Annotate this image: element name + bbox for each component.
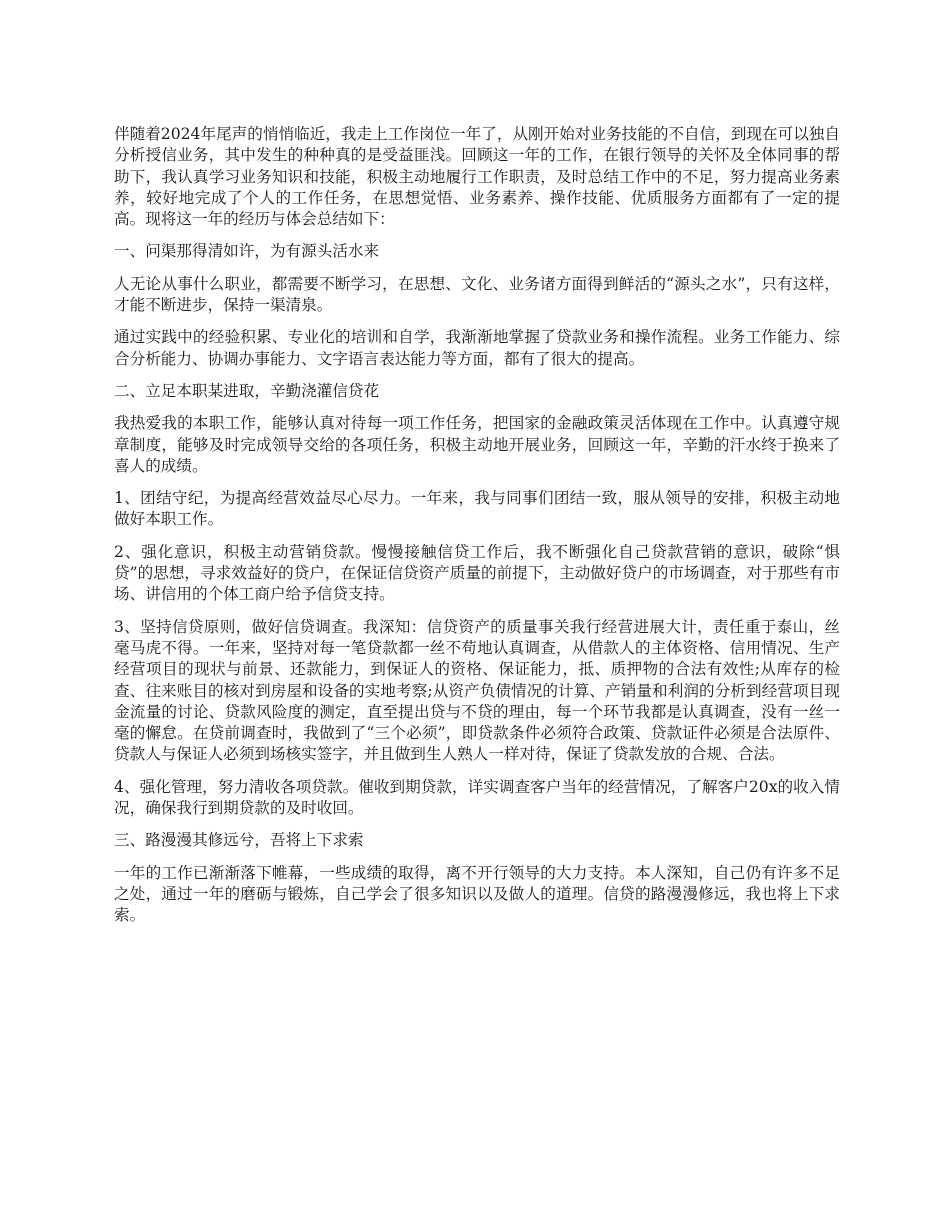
document-body bbox=[114, 124, 840, 938]
section-heading-2: 二、立足本职某进取，辛勤浇灌信贷花 bbox=[114, 381, 380, 400]
section-heading-3: 三、路漫漫其修远兮，吾将上下求索 bbox=[114, 831, 364, 850]
closing-paragraph: 一年的工作已渐渐落下帷幕，一些成绩的取得，离不开行领导的大力支持。本人深知，自己仍有许多不足之处，通过一年的磨砺与锻炼，自己学会了很多知识以及做人的道理。信贷的路漫漫修远，我也将上下求索。 bbox=[114, 863, 840, 925]
section-heading-1: 一、问渠那得清如许，为有源头活水来 bbox=[114, 242, 380, 261]
list-item-4: 4、强化管理，努力清收各项贷款。催收到期贷款，详实调查客户当年的经营情况，了解客户20x的收入情况，确保我行到期贷款的及时收回。 bbox=[114, 777, 840, 818]
list-item-3: 3、坚持信贷原则，做好信贷调查。我深知：信贷资产的质量事关我行经营进展大计，责任重于泰山，丝毫马虎不得。一年来，坚持对每一笔贷款都一丝不苟地认真调查，从借款人的主体资格、信用情况、生产经营项目的现状与前景、还款能力，到保证人的资格、保证能力，抵、质押物的合法有效性;从库存的检查、往来账目的核对到房屋和设备的实地考察;从资产负债情况的计算、产销量和利润的分析到经营项目现金流量的讨论、贷款风险度的测定，直至提出贷与不贷的理由，每一个环节我都是认真调查，没有一丝一毫的懈怠。在贷前调查时，我做到了“三个必须”，即贷款条件必须符合政策、贷款证件必须是合法原件、贷款人与保证人必须到场核实签字，并且做到生人熟人一样对待，保证了贷款发放的合规、合法。 bbox=[114, 617, 840, 764]
list-item-2: 2、强化意识，积极主动营销贷款。慢慢接触信贷工作后，我不断强化自己贷款营销的意识，破除“惧贷”的思想，寻求效益好的贷户，在保证信贷资产质量的前提下，主动做好贷户的市场调查，对于那些有市场、讲信用的个体工商户给予信贷支持。 bbox=[114, 542, 840, 604]
list-item-1: 1、团结守纪，为提高经营效益尽心尽力。一年来，我与同事们团结一致，服从领导的安排，积极主动地做好本职工作。 bbox=[114, 489, 840, 529]
body-paragraph: 通过实践中的经验积累、专业化的培训和自学，我渐渐地掌握了贷款业务和操作流程。业务工作能力、综合分析能力、协调办事能力、文字语言表达能力等方面，都有了很大的提高。 bbox=[114, 328, 840, 368]
body-paragraph: 人无论从事什么职业，都需要不断学习，在思想、文化、业务诸方面得到鲜活的“源头之水”，只有这样，才能不断进步，保持一渠清泉。 bbox=[114, 274, 840, 315]
body-paragraph: 我热爱我的本职工作，能够认真对待每一项工作任务，把国家的金融政策灵活体现在工作中。认真遵守规章制度，能够及时完成领导交给的各项任务，积极主动地开展业务，回顾这一年，辛勤的汗水终于换来了喜人的成绩。 bbox=[114, 414, 840, 475]
intro-paragraph: 伴随着2024年尾声的悄悄临近，我走上工作岗位一年了，从刚开始对业务技能的不自信，到现在可以独自分析授信业务，其中发生的种种真的是受益匪浅。回顾这一年的工作，在银行领导的关怀及全体同事的帮助下，我认真学习业务知识和技能，积极主动地履行工作职责，及时总结工作中的不足，努力提高业务素养，较好地完成了个人的工作任务，在思想觉悟、业务素养、操作技能、优质服务方面都有了一定的提高。现将这一年的经历与体会总结如下： bbox=[114, 125, 840, 229]
